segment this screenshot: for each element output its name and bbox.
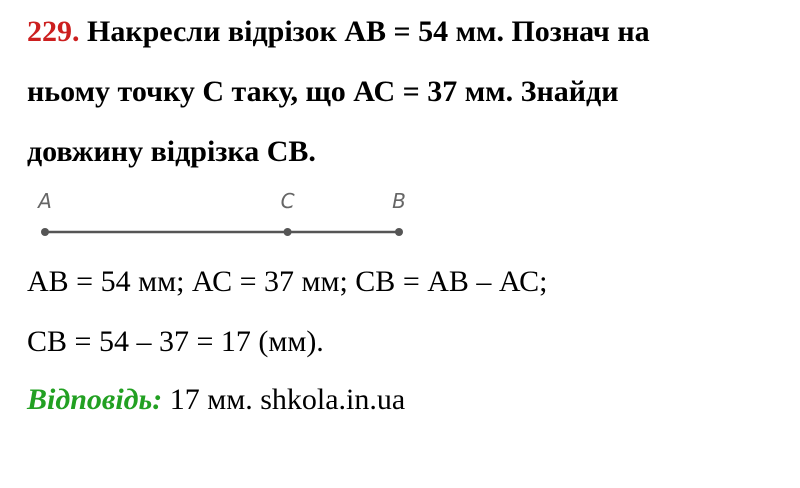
point-a-label: A [38,189,52,213]
segment-points [36,189,406,236]
problem-text-line-1: Накресли відрізок АВ = 54 мм. Познач на [87,15,650,48]
answer-line [27,382,405,418]
point-c-label: C [280,189,295,213]
problem-number: 229. [27,15,80,48]
problem-line-3: довжину відрізка СВ. [27,135,316,168]
solution-line-2: СВ = 54 – 37 = 17 (мм). [27,325,324,358]
problem-line-1 [27,14,650,50]
segment-diagram [30,186,420,246]
point-b-dot [395,228,403,236]
point-c-dot [284,228,292,236]
point-a-dot [41,228,49,236]
problem-line-2: ньому точку С таку, що АС = 37 мм. Знайди [27,75,619,108]
point-b-label: B [392,189,406,213]
answer-text: 17 мм. shkola.in.ua [162,383,406,416]
solution-line-1: АВ = 54 мм; АС = 37 мм; СВ = АВ – АС; [27,265,548,298]
answer-label: Відповідь: [27,383,163,416]
